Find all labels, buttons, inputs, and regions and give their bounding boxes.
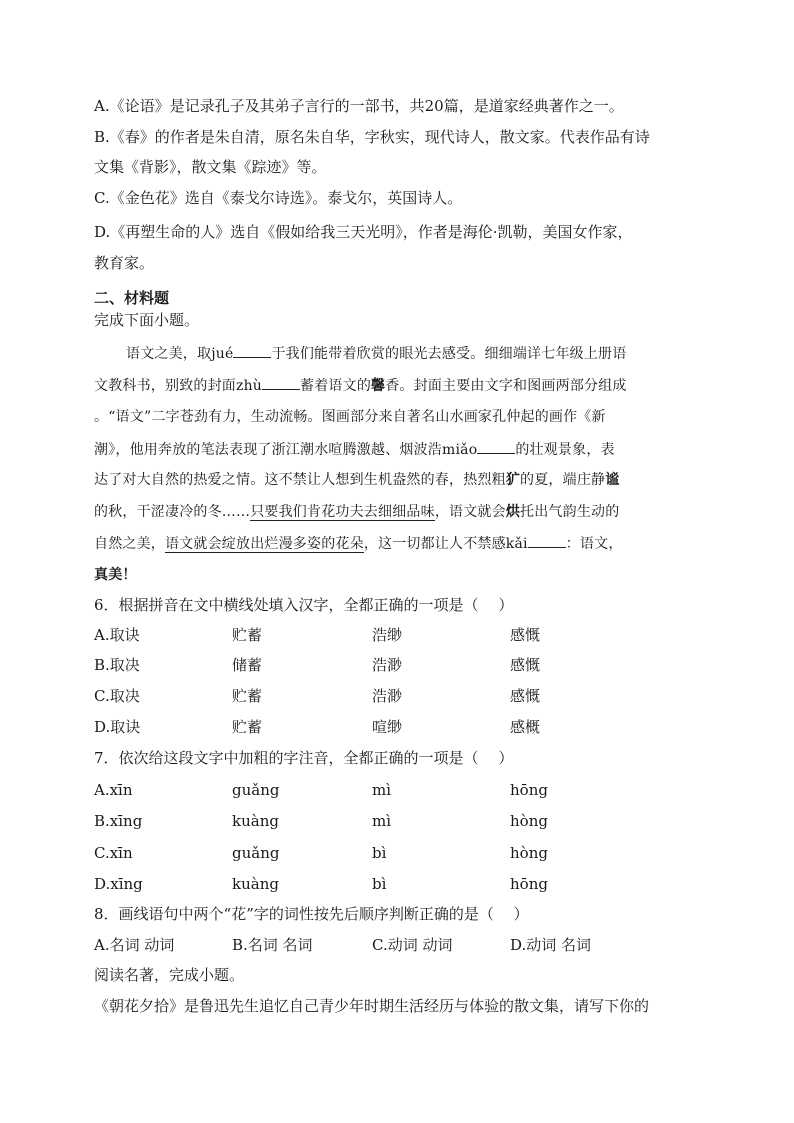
q6-b-2: 储蓄 bbox=[232, 656, 263, 674]
q7-option-d[interactable]: D.xīng bbox=[94, 875, 143, 893]
q7-a-2: guǎng bbox=[232, 781, 280, 799]
choice-prev-b-cont: 文集《背影》，散文集《踪迹》等。 bbox=[94, 158, 327, 176]
q6-d-4: 感概 bbox=[510, 718, 541, 736]
q7-c-2: guǎng bbox=[232, 844, 280, 862]
q6-c-2: 贮蓄 bbox=[232, 687, 263, 705]
passage-line-7: 自然之美，语文就会绽放出烂漫多姿的花朵，这一切都让人不禁感kǎi ：语文， bbox=[94, 533, 623, 554]
q6-a-2: 贮蓄 bbox=[232, 626, 263, 644]
q6-option-d[interactable]: D.取诀 bbox=[94, 718, 141, 736]
q7-a-3: mì bbox=[372, 781, 392, 799]
q7-c-3: bì bbox=[372, 844, 387, 862]
blank-zhu[interactable] bbox=[262, 375, 300, 390]
bold-char-hong: 烘 bbox=[505, 504, 521, 520]
underlined-sentence-2: 语文就会绽放出烂漫多姿的花朵 bbox=[165, 536, 364, 552]
choice-prev-d: D.《再塑生命的人》选自《假如给我三天光明》，作者是海伦·凯勒，美国女作家， bbox=[94, 223, 633, 241]
q7-b-4: hòng bbox=[510, 812, 548, 830]
q7-option-b[interactable]: B.xīng bbox=[94, 812, 143, 830]
bold-char-mi: 谧 bbox=[605, 472, 620, 488]
q8-option-c[interactable]: C.动词 动词 bbox=[372, 936, 453, 954]
instruction: 完成下面小题。 bbox=[94, 311, 200, 329]
q6-b-3: 浩渺 bbox=[372, 656, 403, 674]
q7-option-a[interactable]: A.xīn bbox=[94, 781, 133, 799]
q7-d-3: bì bbox=[372, 875, 387, 893]
q7-c-4: hòng bbox=[510, 844, 548, 862]
q6-option-a[interactable]: A.取诀 bbox=[94, 626, 140, 644]
q6-b-4: 感慨 bbox=[510, 656, 541, 674]
passage-line-2: 文教科书，别致的封面zhù 蓄着语文的馨香。封面主要由文字和图画两部分组成 bbox=[94, 375, 627, 396]
bold-char-guang: 犷 bbox=[505, 472, 521, 488]
q7-stem: 7．依次给这段文字中加粗的字注音，全都正确的一项是（ ） bbox=[94, 749, 514, 767]
q6-c-3: 浩渺 bbox=[372, 687, 403, 705]
passage-line-4: 潮》，他用奔放的笔法表现了浙江潮水喧腾激越、烟波浩miǎo 的壮观景象，表 bbox=[94, 439, 615, 460]
passage-line-5: 达了对大自然的热爱之情。这不禁让人想到生机盎然的春，热烈粗犷的夏，端庄静谧 bbox=[94, 472, 620, 488]
underlined-sentence-1: 只要我们肯花功夫去细细品味 bbox=[250, 504, 435, 520]
q7-b-3: mì bbox=[372, 812, 392, 830]
choice-prev-c: C.《金色花》选自《泰戈尔诗选》。泰戈尔，英国诗人。 bbox=[94, 189, 463, 207]
q6-a-3: 浩缈 bbox=[372, 626, 403, 644]
q7-b-2: kuàng bbox=[232, 812, 279, 830]
q7-option-c[interactable]: C.xīn bbox=[94, 844, 133, 862]
choice-prev-d-cont: 教育家。 bbox=[94, 254, 155, 272]
section-title: 二、材料题 bbox=[94, 289, 170, 307]
q8-stem: 8．画线语句中两个“花”字的词性按先后顺序判断正确的是（ ） bbox=[94, 905, 529, 923]
passage-line-6: 的秋，干涩凄冷的冬……只要我们肯花功夫去细细品味，语文就会烘托出气韵生动的 bbox=[94, 504, 620, 520]
q6-option-b[interactable]: B.取决 bbox=[94, 656, 140, 674]
q7-d-2: kuàng bbox=[232, 875, 279, 893]
q6-stem: 6．根据拼音在文中横线处填入汉字，全都正确的一项是（ ） bbox=[94, 596, 514, 614]
blank-jue[interactable] bbox=[233, 343, 271, 358]
q8-option-d[interactable]: D.动词 名词 bbox=[510, 936, 592, 954]
choice-prev-b: B.《春》的作者是朱自清，原名朱自华，字秋实，现代诗人，散文家。代表作品有诗 bbox=[94, 128, 650, 146]
classic-intro-line: 《朝花夕拾》是鲁迅先生追忆自己青少年时期生活经历与体验的散文集，请写下你的 bbox=[94, 997, 650, 1015]
reading-instruction: 阅读名著，完成小题。 bbox=[94, 966, 245, 984]
blank-miao[interactable] bbox=[477, 439, 515, 454]
q6-option-c[interactable]: C.取决 bbox=[94, 687, 140, 705]
blank-kai[interactable] bbox=[528, 533, 566, 548]
bold-char-xin: 馨 bbox=[371, 378, 386, 394]
q6-c-4: 感慨 bbox=[510, 687, 541, 705]
q7-a-4: hōng bbox=[510, 781, 548, 799]
q8-option-a[interactable]: A.名词 动词 bbox=[94, 936, 175, 954]
q6-d-2: 贮蓄 bbox=[232, 718, 263, 736]
choice-prev-a: A.《论语》是记录孔子及其弟子言行的一部书，共20篇，是道家经典著作之一。 bbox=[94, 97, 624, 115]
q7-d-4: hōng bbox=[510, 875, 548, 893]
passage-line-3: 。“语文”二字苍劲有力，生动流畅。图画部分来自著名山水画家孔仲起的画作《新 bbox=[94, 409, 606, 425]
q6-a-4: 感慨 bbox=[510, 626, 541, 644]
passage-line-1: 语文之美，取jué 于我们能带着欣赏的眼光去感受。细细端详七年级上册语 bbox=[126, 343, 626, 364]
q6-d-3: 喧缈 bbox=[372, 718, 403, 736]
q8-option-b[interactable]: B.名词 名词 bbox=[232, 936, 313, 954]
passage-line-8: 真美！ bbox=[94, 567, 137, 583]
